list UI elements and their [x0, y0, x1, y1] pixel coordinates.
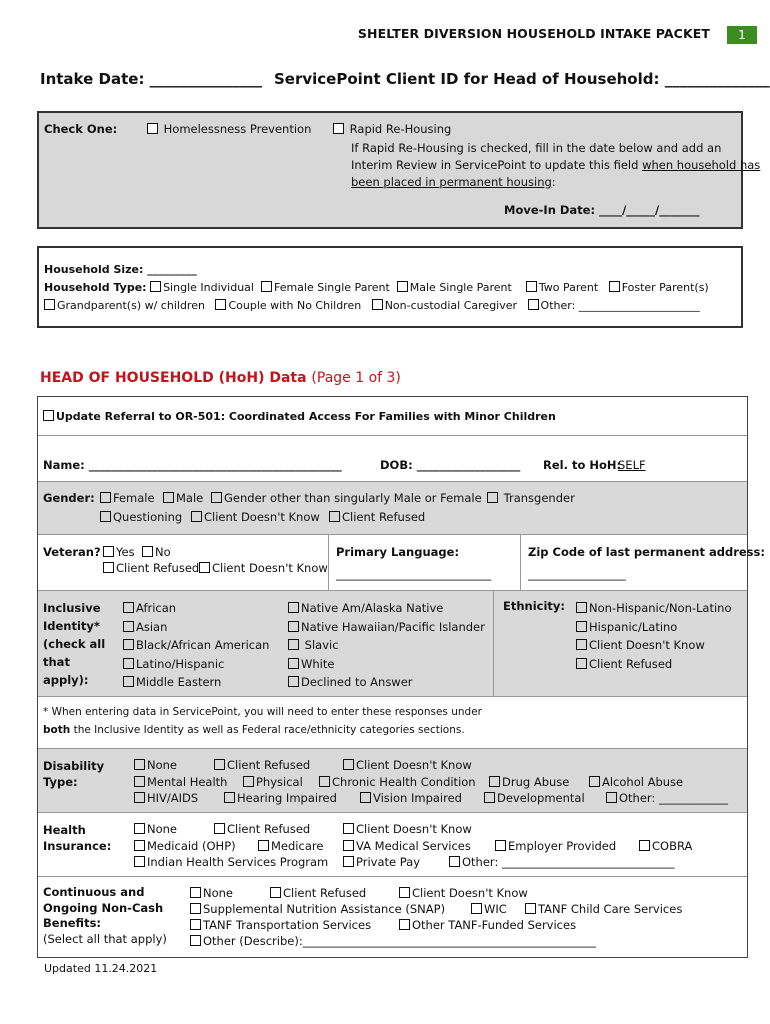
veteran-label: Veteran?: [43, 545, 101, 559]
checkbox[interactable]: [100, 492, 111, 503]
ethnicity-option[interactable]: Hispanic/Latino: [576, 618, 732, 637]
name-row: [38, 435, 747, 481]
checkbox[interactable]: [100, 511, 111, 522]
checkbox[interactable]: [134, 759, 145, 770]
disability-option[interactable]: Vision Impaired: [360, 791, 462, 805]
checkbox[interactable]: [150, 281, 161, 292]
checkbox[interactable]: [123, 676, 134, 687]
checkbox[interactable]: [343, 840, 354, 851]
disability-option[interactable]: Client Doesn't Know: [343, 758, 472, 772]
identity-option[interactable]: Asian: [123, 618, 269, 637]
disability-row: [38, 748, 747, 812]
benefits-option[interactable]: Other (Describe):___________________________________________________: [190, 934, 596, 948]
checkbox[interactable]: [44, 299, 55, 310]
checkbox[interactable]: [214, 759, 225, 770]
benefits-label: Continuous and Ongoing Non-Cash Benefits: (Select all that apply): [43, 885, 167, 946]
insurance-option[interactable]: Other: ______________________________: [449, 855, 674, 869]
insurance-row: [38, 812, 747, 876]
checkbox[interactable]: [343, 759, 354, 770]
gender-option[interactable]: Client Doesn't Know: [191, 510, 320, 524]
rrh-note-line1: If Rapid Re-Housing is checked, fill in the date below and add an: [351, 141, 722, 155]
disability-option[interactable]: Chronic Health Condition: [319, 775, 476, 789]
checkbox[interactable]: [397, 281, 408, 292]
identity-option[interactable]: Latino/Hispanic: [123, 655, 269, 674]
checkbox[interactable]: [270, 887, 281, 898]
insurance-option[interactable]: Client Doesn't Know: [343, 822, 472, 836]
checkbox[interactable]: [191, 511, 202, 522]
disability-option[interactable]: Mental Health: [134, 775, 227, 789]
veteran-option[interactable]: Yes: [103, 545, 135, 559]
checkbox[interactable]: [103, 562, 114, 573]
household-size-field[interactable]: Household Size: _________: [44, 263, 197, 276]
identity-note-line1: * When entering data in ServicePoint, you will need to enter these responses under: [43, 706, 482, 718]
move-in-date-field[interactable]: Move-In Date: ____/_____/_______: [504, 203, 700, 217]
benefits-option[interactable]: Other TANF-Funded Services: [399, 918, 576, 932]
relation-label: Rel. to HoH:: [543, 458, 622, 472]
checkbox[interactable]: [123, 639, 134, 650]
checkbox[interactable]: [360, 792, 371, 803]
ethnicity-option[interactable]: Client Doesn't Know: [576, 636, 732, 655]
gender-option[interactable]: Male: [163, 491, 203, 505]
checkbox[interactable]: [526, 281, 537, 292]
insurance-option[interactable]: COBRA: [639, 839, 692, 853]
household-type-line2: [44, 299, 700, 312]
gender-option[interactable]: Gender other than singularly Male or Female: [211, 491, 482, 505]
program-box: [37, 111, 761, 229]
checkbox[interactable]: [288, 658, 299, 669]
benefits-option[interactable]: Client Doesn't Know: [399, 886, 528, 900]
checkbox[interactable]: [399, 887, 410, 898]
household-type-option[interactable]: Other: ______________________: [528, 299, 700, 312]
insurance-option[interactable]: Employer Provided: [495, 839, 616, 853]
disability-label: Disability Type:: [43, 759, 105, 789]
checkbox[interactable]: [134, 840, 145, 851]
gender-row: [38, 481, 747, 534]
insurance-option[interactable]: Private Pay: [343, 855, 420, 869]
language-label: Primary Language:: [336, 545, 460, 559]
referral-option[interactable]: Update Referral to OR-501: Coordinated Access For Families with Minor Children: [43, 410, 556, 423]
zip-field[interactable]: _________________: [528, 567, 626, 581]
ethnicity-options: [576, 599, 732, 673]
checkbox[interactable]: [576, 639, 587, 650]
disability-option[interactable]: Developmental: [484, 791, 585, 805]
identity-note-row: [38, 696, 747, 748]
gender-option[interactable]: Client Refused: [329, 510, 425, 524]
checkbox[interactable]: [288, 621, 299, 632]
identity-option[interactable]: Native Hawaiian/Pacific Islander: [288, 618, 485, 637]
rrh-note-line3: been placed in permanent housing:: [351, 175, 556, 189]
rapid-rehousing-option[interactable]: Rapid Re-Housing: [333, 122, 451, 136]
checkbox[interactable]: [134, 792, 145, 803]
checkbox[interactable]: [288, 676, 299, 687]
insurance-option[interactable]: Medicaid (OHP): [134, 839, 236, 853]
gender-option[interactable]: Female: [100, 491, 155, 505]
checkbox[interactable]: [525, 903, 536, 914]
disability-option[interactable]: None: [134, 758, 177, 772]
checkbox[interactable]: [528, 299, 539, 310]
checkbox[interactable]: [123, 602, 134, 613]
checkbox[interactable]: [190, 935, 201, 946]
language-field[interactable]: ___________________________: [336, 567, 492, 581]
checkbox[interactable]: [471, 903, 482, 914]
household-box: [37, 246, 743, 328]
checkbox[interactable]: [399, 919, 410, 930]
page-number-badge: 1: [727, 26, 757, 44]
hoh-section-title: HEAD OF HOUSEHOLD (HoH) Data (Page 1 of 3): [40, 370, 401, 386]
veteran-option[interactable]: No: [142, 545, 171, 559]
veteran-option[interactable]: Client Doesn't Know: [199, 561, 328, 575]
checkbox[interactable]: [224, 792, 235, 803]
checkbox[interactable]: [261, 281, 272, 292]
veteran-row: [38, 534, 765, 590]
checkbox[interactable]: [319, 776, 330, 787]
disability-option[interactable]: Other: ____________: [606, 791, 728, 805]
checkbox[interactable]: [639, 840, 650, 851]
insurance-option[interactable]: VA Medical Services: [343, 839, 471, 853]
disability-option[interactable]: Alcohol Abuse: [589, 775, 683, 789]
disability-option[interactable]: Client Refused: [214, 758, 310, 772]
identity-row: [38, 590, 747, 696]
identity-option[interactable]: African: [123, 599, 269, 618]
benefits-option[interactable]: TANF Child Care Services: [525, 902, 682, 916]
checkbox[interactable]: [495, 840, 506, 851]
hoh-data-table: [37, 396, 765, 958]
ethnicity-label: Ethnicity:: [503, 599, 566, 613]
checkbox[interactable]: [142, 546, 153, 557]
checkbox[interactable]: [43, 410, 54, 421]
name-field[interactable]: Name: ____________________________________________: [43, 458, 342, 472]
checkbox[interactable]: [190, 903, 201, 914]
benefits-row: [38, 876, 747, 959]
household-type-option[interactable]: Non-custodial Caregiver: [372, 299, 517, 312]
checkbox[interactable]: [199, 562, 210, 573]
checkbox[interactable]: [243, 776, 254, 787]
checkbox[interactable]: [123, 658, 134, 669]
benefits-option[interactable]: TANF Transportation Services: [190, 918, 371, 932]
household-type-option[interactable]: Couple with No Children: [215, 299, 361, 312]
benefits-option[interactable]: WIC: [471, 902, 507, 916]
checkbox[interactable]: [489, 776, 500, 787]
insurance-option[interactable]: Medicare: [258, 839, 323, 853]
household-type-line1: Household Type: Single Individual Female Single Parent Male Single Parent Two Parent Foster Parent(s): [44, 281, 709, 294]
insurance-option[interactable]: None: [134, 822, 177, 836]
insurance-option[interactable]: Client Refused: [214, 822, 310, 836]
disability-option[interactable]: Physical: [243, 775, 303, 789]
disability-option[interactable]: Drug Abuse: [489, 775, 569, 789]
checkbox[interactable]: [329, 511, 340, 522]
checkbox[interactable]: [609, 281, 620, 292]
checkbox[interactable]: [134, 823, 145, 834]
gender-option[interactable]: Questioning: [100, 510, 182, 524]
insurance-option[interactable]: Indian Health Services Program: [134, 855, 328, 869]
checkbox[interactable]: [576, 621, 587, 632]
checkbox[interactable]: [190, 919, 201, 930]
benefits-option[interactable]: Client Refused: [270, 886, 366, 900]
identity-label: Inclusive Identity* (check all that apply):: [43, 601, 106, 687]
homelessness-prevention-option[interactable]: Homelessness Prevention: [147, 122, 311, 136]
ethnicity-option[interactable]: Non-Hispanic/Non-Latino: [576, 599, 732, 618]
checkbox[interactable]: [134, 776, 145, 787]
identity-option[interactable]: Slavic: [288, 636, 485, 655]
checkbox[interactable]: [163, 492, 174, 503]
checkbox[interactable]: [103, 546, 114, 557]
checkbox[interactable]: [333, 123, 344, 134]
checkbox[interactable]: [576, 658, 587, 669]
check-one-label: Check One:: [44, 122, 118, 136]
checkbox[interactable]: [215, 299, 226, 310]
packet-title: SHELTER DIVERSION HOUSEHOLD INTAKE PACKET: [357, 26, 710, 41]
identity-option[interactable]: Declined to Answer: [288, 673, 485, 692]
client-id-field[interactable]: ServicePoint Client ID for Head of Household: ______________: [274, 70, 770, 88]
disability-option[interactable]: Hearing Impaired: [224, 791, 337, 805]
dob-field[interactable]: DOB: __________________: [380, 458, 521, 472]
zip-label: Zip Code of last permanent address:: [528, 545, 765, 559]
benefits-option[interactable]: None: [190, 886, 233, 900]
household-type-option[interactable]: Two Parent: [526, 281, 598, 294]
checkbox[interactable]: [606, 792, 617, 803]
household-type-option[interactable]: Grandparent(s) w/ children: [44, 299, 205, 312]
household-type-option[interactable]: Male Single Parent: [397, 281, 512, 294]
checkbox[interactable]: [576, 602, 587, 613]
identity-option[interactable]: Native Am/Alaska Native: [288, 599, 485, 618]
checkbox[interactable]: [343, 856, 354, 867]
checkbox[interactable]: [190, 887, 201, 898]
ethnicity-option[interactable]: Client Refused: [576, 655, 732, 674]
identity-note-line2: both the Inclusive Identity as well as Federal race/ethnicity categories sections.: [43, 724, 465, 736]
identity-col2: [288, 599, 485, 692]
checkbox[interactable]: [589, 776, 600, 787]
rrh-note-line2: Interim Review in ServicePoint to update this field when household has: [351, 158, 761, 172]
footer-updated-date: Updated 11.24.2021: [44, 962, 158, 975]
checkbox[interactable]: [147, 123, 158, 134]
benefits-option[interactable]: Supplemental Nutrition Assistance (SNAP): [190, 902, 445, 916]
checkbox[interactable]: [214, 823, 225, 834]
checkbox[interactable]: [211, 492, 222, 503]
checkbox[interactable]: [372, 299, 383, 310]
referral-row: [38, 397, 747, 435]
insurance-label: Health Insurance:: [43, 823, 112, 853]
gender-label: Gender:: [43, 491, 95, 505]
identity-option[interactable]: Middle Eastern: [123, 673, 269, 692]
checkbox[interactable]: [449, 856, 460, 867]
identity-col1: [123, 599, 269, 692]
relation-value[interactable]: SELF: [618, 458, 646, 472]
checkbox[interactable]: [134, 856, 145, 867]
checkbox[interactable]: [288, 639, 299, 650]
gender-option[interactable]: Transgender: [487, 491, 575, 505]
household-type-option[interactable]: Female Single Parent: [261, 281, 390, 294]
checkbox[interactable]: [487, 492, 498, 503]
veteran-option[interactable]: Client Refused: [103, 561, 199, 575]
checkbox[interactable]: [258, 840, 269, 851]
intake-date-field[interactable]: Intake Date: _______________: [40, 70, 263, 88]
disability-option[interactable]: HIV/AIDS: [134, 791, 198, 805]
household-type-option[interactable]: Single Individual: [150, 281, 254, 294]
checkbox[interactable]: [343, 823, 354, 834]
checkbox[interactable]: [484, 792, 495, 803]
identity-option[interactable]: White: [288, 655, 485, 674]
checkbox[interactable]: [123, 621, 134, 632]
identity-option[interactable]: Black/African American: [123, 636, 269, 655]
household-type-option[interactable]: Foster Parent(s): [609, 281, 709, 294]
checkbox[interactable]: [288, 602, 299, 613]
